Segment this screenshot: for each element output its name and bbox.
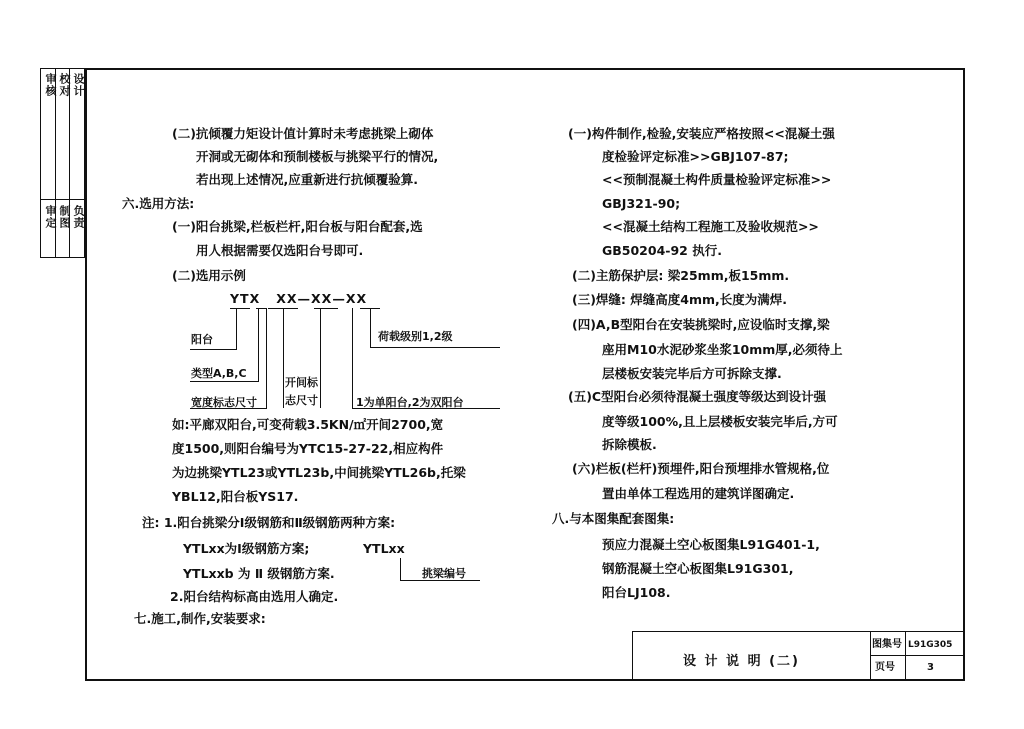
text-line: (二)抗倾覆力矩设计值计算时未考虑挑梁上砌体 <box>172 126 434 141</box>
sidebar-cell: 制图 <box>58 205 71 229</box>
text-line: (六)栏板(栏杆)预埋件,阳台预埋排水管规格,位 <box>572 461 830 476</box>
note-line: 注: 1.阳台挑梁分Ⅰ级钢筋和Ⅱ级钢筋两种方案: <box>142 515 396 530</box>
page-number-label: 页号 <box>875 662 895 673</box>
text-line: (四)A,B型阳台在安装挑梁时,应设临时支撑,梁 <box>572 317 830 332</box>
diagram-label: 类型A,B,C <box>191 367 247 380</box>
text-line: 层楼板安装完毕后方可拆除支撑. <box>602 366 782 381</box>
diagram-label: 宽度标志尺寸 <box>191 396 257 409</box>
text-line: 拆除模板. <box>602 437 657 452</box>
text-line: 阳台LJ108. <box>602 585 671 600</box>
text-line: (二)主筋保护层: 梁25mm,板15mm. <box>572 268 790 283</box>
diagram-label: 荷载级别1,2级 <box>378 330 453 343</box>
text-line: GBJ321-90; <box>602 196 681 211</box>
diagram-label: 开间标 <box>285 376 318 389</box>
note-line: YTLxxb 为 Ⅱ 级钢筋方案. <box>183 566 335 581</box>
text-line: 度检验评定标准>>GBJ107-87; <box>602 149 789 164</box>
diagram-label: 阳台 <box>191 333 213 346</box>
text-line: <<预制混凝土构件质量检验评定标准>> <box>602 172 832 187</box>
note-line: YTLxx <box>363 541 405 556</box>
sidebar-cell: 负责 <box>72 205 85 229</box>
text-line: GB50204-92 执行. <box>602 243 722 258</box>
text-line: (二)选用示例 <box>172 268 246 283</box>
text-line: (五)C型阳台必须待混凝土强度等级达到设计强 <box>568 389 827 404</box>
text-line: 度1500,则阳台编号为YTC15-27-22,相应构件 <box>172 441 444 456</box>
sidebar-cell: 设计 <box>72 73 85 97</box>
text-line: 座用M10水泥砂浆坐浆10mm厚,必须待上 <box>602 342 843 357</box>
code-pattern: YTX XX—XX—XX <box>230 291 368 306</box>
page-number-value: 3 <box>927 662 934 673</box>
atlas-number-value: L91G305 <box>908 640 953 650</box>
text-line: 预应力混凝土空心板图集L91G401-1, <box>602 537 820 552</box>
diagram-label: 1为单阳台,2为双阳台 <box>356 396 464 409</box>
title-block <box>632 631 965 681</box>
sidebar-cell: 审定 <box>44 205 57 229</box>
text-line: (一)阳台挑梁,栏板栏杆,阳台板与阳台配套,选 <box>172 219 423 234</box>
note-line: YTLxx为Ⅰ级钢筋方案; <box>183 541 310 556</box>
text-line: <<混凝土结构工程施工及验收规范>> <box>602 219 819 234</box>
drawing-title: 设 计 说 明 (二) <box>683 654 800 669</box>
text-line: 置由单体工程选用的建筑详图确定. <box>602 486 795 501</box>
section-heading: 六.选用方法: <box>122 196 195 211</box>
text-line: (三)焊缝: 焊缝高度4mm,长度为满焊. <box>572 292 788 307</box>
text-line: 用人根据需要仅选阳台号即可. <box>196 243 364 258</box>
text-line: 如:平廊双阳台,可变荷载3.5KN/㎡开间2700,宽 <box>172 417 444 432</box>
text-line: (一)构件制作,检验,安装应严格按照<<混凝土强 <box>568 126 835 141</box>
text-line: 度等级100%,且上层楼板安装完毕后,方可 <box>602 414 838 429</box>
atlas-number-label: 图集号 <box>872 639 902 650</box>
note-line: 挑梁编号 <box>422 567 466 580</box>
diagram-label: 志尺寸 <box>285 394 318 407</box>
section-heading: 八.与本图集配套图集: <box>552 511 675 526</box>
sidebar-cell: 校对 <box>58 73 71 97</box>
sidebar-cell: 审核 <box>44 73 57 97</box>
text-line: 若出现上述情况,应重新进行抗倾覆验算. <box>196 172 418 187</box>
text-line: YBL12,阳台板YS17. <box>172 489 299 504</box>
section-heading: 七.施工,制作,安装要求: <box>134 611 266 626</box>
text-line: 钢筋混凝土空心板图集L91G301, <box>602 561 794 576</box>
approval-sidebar <box>40 68 85 258</box>
note-line: 2.阳台结构标高由选用人确定. <box>170 589 339 604</box>
text-line: 开洞或无砌体和预制楼板与挑梁平行的情况, <box>196 149 439 164</box>
text-line: 为边挑梁YTL23或YTL23b,中间挑梁YTL26b,托梁 <box>172 465 466 480</box>
